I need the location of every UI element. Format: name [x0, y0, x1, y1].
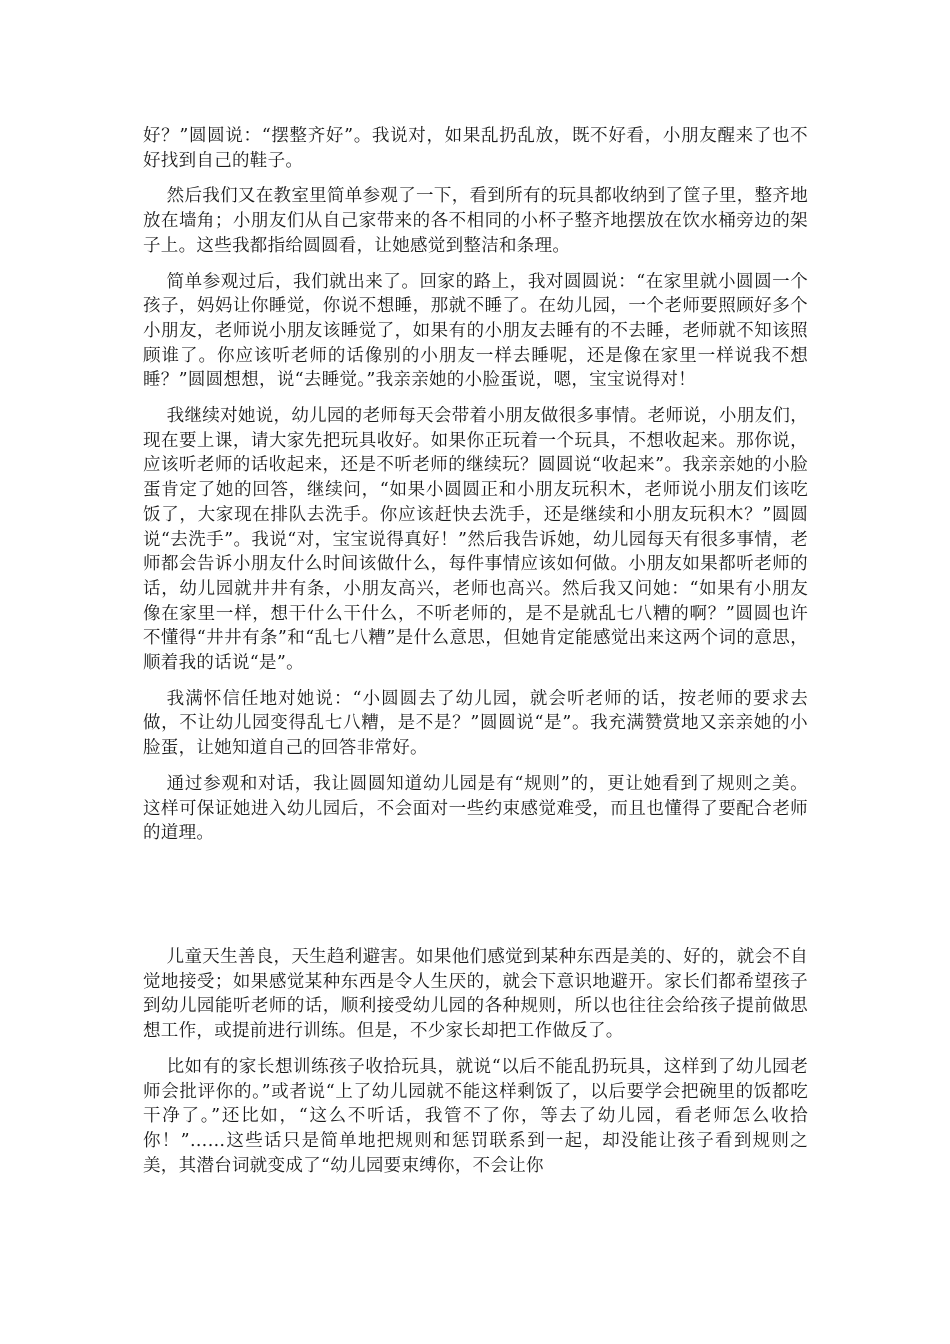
paragraph: 好？”圆圆说：“摆整齐好”。我说对，如果乱扔乱放，既不好看，小朋友醒来了也不好找到自己的鞋子。 — [143, 126, 808, 171]
paragraph: 比如有的家长想训练孩子收拾玩具，就说“以后不能乱扔玩具，这样到了幼儿园老师会批评你的。”或者说“上了幼儿园就不能这样剩饭了，以后要学会把碗里的饭都吃干净了。”还比如，“这么不听话，我管不了你，等去了幼儿园，看老师怎么收拾你！”……这些话只是简单地把规则和惩罚联系到一起，却没能让孩子看到规则之美，其潜台词就变成了“幼儿园要束缚你，不会让你 — [143, 1056, 808, 1176]
paragraph: 简单参观过后，我们就出来了。回家的路上，我对圆圆说：“在家里就小圆圆一个孩子，妈妈让你睡觉，你说不想睡，那就不睡了。在幼儿园，一个老师要照顾好多个小朋友，老师说小朋友该睡觉了，如果有的小朋友去睡有的不去睡，老师就不知该照顾谁了。你应该听老师的话像别的小朋友一样去睡呢，还是像在家里一样说我不想睡？”圆圆想想，说“去睡觉。”我亲亲她的小脸蛋说，嗯，宝宝说得对！ — [143, 271, 808, 391]
paragraph: 我满怀信任地对她说：“小圆圆去了幼儿园，就会听老师的话，按老师的要求去做，不让幼儿园变得乱七八糟，是不是？”圆圆说“是”。我充满赞赏地又亲亲她的小脸蛋，让她知道自己的回答非常好。 — [143, 688, 808, 759]
text-section-1 — [143, 124, 808, 857]
text-section-2 — [143, 945, 808, 1189]
paragraph: 我继续对她说，幼儿园的老师每天会带着小朋友做很多事情。老师说，小朋友们，现在要上课，请大家先把玩具收好。如果你正玩着一个玩具，不想收起来。那你说，应该听老师的话收起来，还是不听老师的继续玩？圆圆说“收起来”。我亲亲她的小脸蛋肯定了她的回答，继续问，“如果小圆圆正和小朋友玩积木，老师说小朋友们该吃饭了，大家现在排队去洗手。你应该赶快去洗手，还是继续和小朋友玩积木？”圆圆说“去洗手”。我说“对，宝宝说得真好！”然后我告诉她，幼儿园每天有很多事情，老师都会告诉小朋友什么时间该做什么，每件事情应该如何做。小朋友如果都听老师的话，幼儿园就井井有条，小朋友高兴，老师也高兴。然后我又问她：“如果有小朋友像在家里一样，想干什么干什么，不听老师的，是不是就乱七八糟的啊？”圆圆也许不懂得“井井有条”和“乱七八糟”是什么意思，但她肯定能感觉出来这两个词的意思，顺着我的话说“是”。 — [143, 406, 808, 674]
paragraph: 然后我们又在教室里简单参观了一下，看到所有的玩具都收纳到了筐子里，整齐地放在墙角；小朋友们从自己家带来的各不相同的小杯子整齐地摆放在饮水桶旁边的架子上。这些我都指给圆圆看，让她感觉到整洁和条理。 — [143, 186, 808, 256]
paragraph: 通过参观和对话，我让圆圆知道幼儿园是有“规则”的，更让她看到了规则之美。这样可保证她进入幼儿园后，不会面对一些约束感觉难受，而且也懂得了要配合老师的道理。 — [143, 773, 808, 844]
paragraph: 儿童天生善良，天生趋利避害。如果他们感觉到某种东西是美的、好的，就会不自觉地接受；如果感觉某种东西是令人生厌的，就会下意识地避开。家长们都希望孩子到幼儿园能听老师的话，顺利接受幼儿园的各种规则，所以也往往会给孩子提前做思想工作，或提前进行训练。但是，不少家长却把工作做反了。 — [143, 947, 808, 1042]
